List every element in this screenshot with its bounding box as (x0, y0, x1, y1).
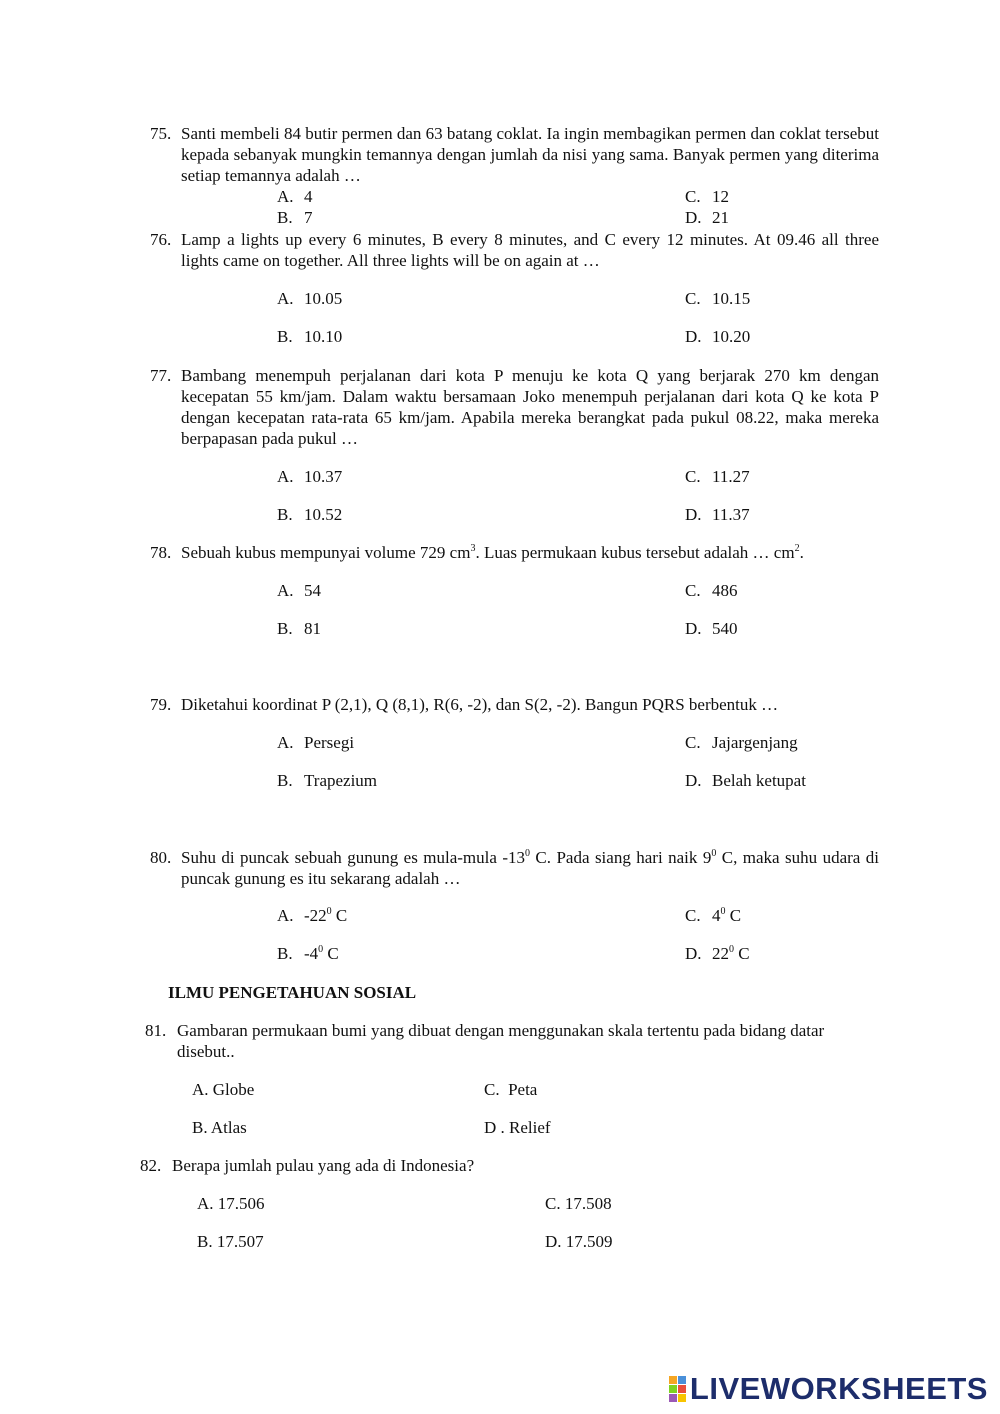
option-text: -4 (304, 944, 319, 963)
option-b[interactable]: B. 17.507 (197, 1232, 264, 1251)
option-label: A. (277, 289, 294, 308)
logo-tile (678, 1376, 686, 1384)
question-number: 82. (140, 1156, 162, 1175)
option-b[interactable] (277, 207, 313, 228)
text-part: Sebuah kubus mempunyai volume 729 cm (181, 543, 471, 562)
option-label: A. (277, 733, 294, 752)
option-label: A. (277, 467, 294, 486)
option-label: D. (685, 944, 702, 963)
logo-tile (678, 1394, 686, 1402)
option-b[interactable]: B. Atlas (192, 1118, 247, 1137)
superscript: 3 (470, 543, 476, 554)
question-text (181, 542, 879, 563)
question-text: Berapa jumlah pulau yang ada di Indonesia? (172, 1156, 475, 1175)
option-unit: C (734, 944, 750, 963)
option-label: D. (685, 208, 702, 227)
option-label: C. (685, 467, 701, 486)
option-label: C. (685, 581, 701, 600)
option-label: A. (277, 581, 294, 600)
option-text: Trapezium (304, 771, 378, 790)
superscript: 0 (729, 944, 734, 955)
text-part: C, maka suhu udara di puncak gunung es itu sekarang adalah … (181, 848, 879, 888)
superscript: 0 (720, 906, 726, 917)
option-a[interactable] (277, 732, 354, 753)
option-label: B. (277, 944, 293, 963)
question-text: Lamp a lights up every 6 minutes, B every 8 minutes, and C every 12 minutes. At 09.46 all three lights came on together. All three lights will be on again at … (181, 230, 879, 270)
question-text (181, 847, 879, 889)
text-part: Suhu di puncak sebuah gunung es mula-mula -13 (181, 848, 525, 867)
option-unit: C (725, 906, 742, 925)
option-text: 10.05 (304, 289, 343, 308)
option-a[interactable] (277, 580, 321, 601)
section-heading: ILMU PENGETAHUAN SOSIAL (168, 983, 417, 1002)
option-label: D. (685, 771, 702, 790)
question-text: Santi membeli 84 butir permen dan 63 batang coklat. Ia ingin membagikan permen dan coklat tersebut kepada sebanyak mungkin temannya dengan jumlah da nisi yang sama. Banyak permen yang diterima setiap temannya adalah … (181, 124, 879, 185)
logo-tile (669, 1394, 677, 1402)
option-unit: C (323, 944, 339, 963)
option-c[interactable] (685, 466, 750, 487)
text-part: C. Pada siang hari naik 9 (530, 848, 712, 867)
option-text: -22 (304, 906, 327, 925)
option-text: 486 (712, 581, 738, 600)
option-c[interactable] (685, 905, 741, 926)
question-text: Gambaran permukaan bumi yang dibuat dengan menggunakan skala tertentu pada bidang datar disebut.. (177, 1021, 825, 1061)
option-label: C. (685, 733, 701, 752)
option-b[interactable] (277, 770, 377, 791)
option-b[interactable] (277, 504, 342, 525)
option-c[interactable]: C. Peta (484, 1080, 538, 1099)
option-d[interactable] (685, 207, 729, 228)
option-text: 7 (304, 208, 313, 227)
option-c[interactable] (685, 732, 798, 753)
question-number: 81. (145, 1021, 167, 1040)
text-part: . (799, 543, 804, 562)
option-text: 10.52 (304, 505, 343, 524)
question-number: 75. (150, 124, 172, 143)
logo-text: LIVEWORKSHEETS (689, 1371, 988, 1406)
question-number: 80. (150, 848, 172, 867)
logo-tiles-icon (669, 1376, 686, 1402)
liveworksheets-logo (669, 1371, 988, 1406)
option-d[interactable] (685, 618, 738, 639)
option-label: B. (277, 771, 293, 790)
option-c[interactable]: C. 17.508 (545, 1194, 612, 1213)
option-label: A. (277, 187, 294, 206)
option-unit: C (331, 906, 348, 925)
option-b[interactable] (277, 326, 342, 347)
option-label: C. (685, 289, 701, 308)
option-text: Belah ketupat (712, 771, 806, 790)
option-a[interactable] (277, 288, 342, 309)
option-d[interactable] (685, 504, 750, 525)
option-label: D. (685, 619, 702, 638)
option-d[interactable]: D. 17.509 (545, 1232, 613, 1251)
option-text: 10.20 (712, 327, 751, 346)
question-number: 77. (150, 366, 172, 385)
option-text: 4 (712, 906, 721, 925)
option-label: C. (685, 187, 701, 206)
superscript: 0 (525, 848, 530, 859)
option-b[interactable] (277, 618, 321, 639)
option-d[interactable] (685, 326, 750, 347)
superscript: 2 (794, 543, 800, 554)
option-text: 21 (712, 208, 729, 227)
question-text: Diketahui koordinat P (2,1), Q (8,1), R(6, -2), dan S(2, -2). Bangun PQRS berbentuk … (181, 695, 779, 714)
option-text: 12 (712, 187, 729, 206)
option-label: C. (685, 906, 701, 925)
option-a[interactable]: A. 17.506 (197, 1194, 265, 1213)
option-label: D. (685, 505, 702, 524)
option-label: D. (685, 327, 702, 346)
option-d[interactable] (685, 943, 750, 964)
logo-tile (669, 1376, 677, 1384)
option-c[interactable] (685, 288, 750, 309)
logo-tile (669, 1385, 677, 1393)
option-text: 10.10 (304, 327, 343, 346)
superscript: 0 (326, 906, 332, 917)
option-a[interactable] (277, 905, 347, 926)
option-label: A. (277, 906, 294, 925)
option-a[interactable]: A. Globe (192, 1080, 255, 1099)
option-text: 54 (304, 581, 321, 600)
option-label: B. (277, 619, 293, 638)
option-text: 11.37 (712, 505, 750, 524)
question-text: Bambang menempuh perjalanan dari kota P menuju ke kota Q yang berjarak 270 km dengan kecepatan 55 km/jam. Dalam waktu bersamaan Joko menempuh perjalanan dari kota Q ke kota P dengan kecepatan rata-rata 65 km/jam. Apabila mereka berangkat pada pukul 08.22, maka mereka berpapasan pada pukul … (181, 366, 879, 448)
option-text: Jajargenjang (712, 733, 798, 752)
text-part: . Luas permukaan kubus tersebut adalah … cm (475, 543, 795, 562)
option-text: 22 (712, 944, 729, 963)
question-number: 76. (150, 230, 172, 249)
logo-tile (678, 1385, 686, 1393)
option-text: Persegi (304, 733, 355, 752)
option-label: B. (277, 208, 293, 227)
option-text: 10.15 (712, 289, 751, 308)
option-label: B. (277, 327, 293, 346)
option-text: 10.37 (304, 467, 343, 486)
option-c[interactable] (685, 580, 738, 601)
superscript: 0 (711, 848, 717, 859)
question-number: 78. (150, 543, 172, 562)
option-d[interactable]: D . Relief (484, 1118, 551, 1137)
option-text: 540 (712, 619, 738, 638)
option-text: 4 (304, 187, 313, 206)
option-text: 81 (304, 619, 321, 638)
superscript: 0 (318, 944, 324, 955)
option-d[interactable] (685, 770, 806, 791)
option-a[interactable] (277, 466, 342, 487)
option-label: B. (277, 505, 293, 524)
option-text: 11.27 (712, 467, 750, 486)
question-number: 79. (150, 695, 172, 714)
option-b[interactable] (277, 943, 339, 964)
option-a[interactable] (277, 186, 313, 207)
option-c[interactable] (685, 186, 729, 207)
